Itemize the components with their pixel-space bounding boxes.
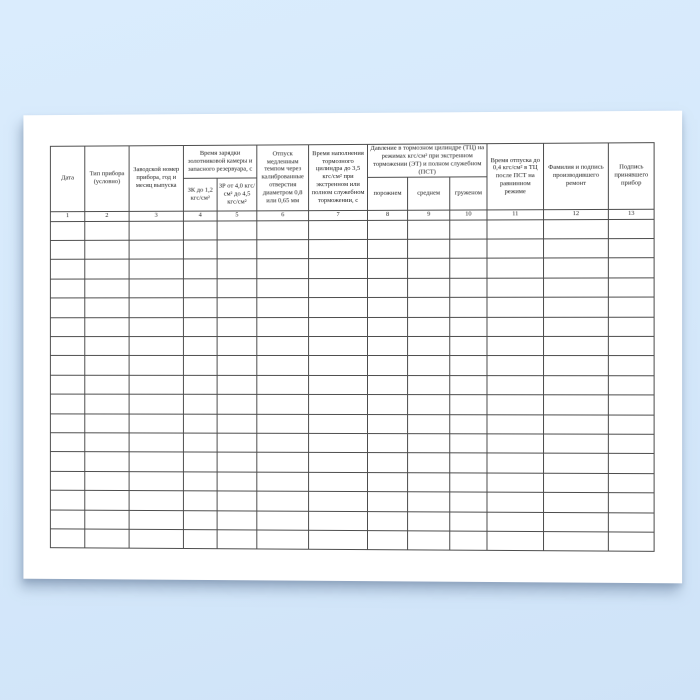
empty-cell	[450, 492, 487, 512]
empty-cell	[183, 356, 217, 375]
empty-cell	[257, 511, 309, 531]
table-row	[50, 219, 654, 241]
table-row	[50, 239, 654, 260]
empty-cell	[257, 414, 309, 433]
table-row	[50, 317, 654, 337]
empty-cell	[309, 259, 368, 279]
empty-cell	[183, 337, 217, 356]
empty-cell	[368, 278, 408, 297]
empty-cell	[129, 221, 183, 240]
empty-cell	[608, 376, 654, 396]
empty-cell	[368, 453, 408, 473]
empty-cell	[309, 240, 368, 260]
empty-cell	[309, 414, 368, 434]
empty-cell	[183, 221, 217, 240]
column-number: 4	[183, 211, 217, 221]
empty-cell	[85, 471, 129, 490]
column-number: 8	[368, 210, 408, 220]
empty-cell	[368, 337, 408, 356]
table-row	[50, 375, 654, 395]
col-header-slow-release: Отпуск медленным темпом через калиброванные отверстия диаметром 0,8 или 0,65 мм	[257, 145, 309, 211]
empty-cell	[217, 414, 257, 433]
empty-cell	[544, 356, 609, 376]
empty-cell	[487, 512, 544, 532]
empty-cell	[608, 434, 654, 454]
empty-cell	[50, 394, 84, 413]
empty-cell	[217, 510, 257, 530]
empty-cell	[85, 433, 129, 452]
empty-cell	[85, 356, 129, 375]
empty-cell	[309, 317, 368, 336]
empty-cell	[309, 278, 368, 297]
empty-cell	[608, 395, 654, 415]
empty-cell	[183, 259, 217, 278]
empty-cell	[217, 240, 257, 259]
empty-cell	[487, 336, 544, 356]
empty-cell	[368, 220, 408, 240]
empty-cell	[544, 219, 609, 239]
empty-cell	[85, 510, 129, 529]
empty-cell	[257, 375, 309, 394]
empty-cell	[608, 336, 654, 356]
empty-cell	[217, 491, 257, 511]
empty-cell	[183, 491, 217, 510]
empty-cell	[217, 298, 257, 317]
empty-cell	[217, 337, 257, 356]
empty-cell	[257, 491, 309, 511]
empty-cell	[368, 239, 408, 259]
empty-cell	[608, 512, 654, 532]
empty-cell	[408, 375, 450, 394]
empty-cell	[408, 511, 450, 531]
empty-cell	[544, 512, 609, 532]
empty-cell	[129, 356, 183, 375]
empty-cell	[408, 531, 450, 551]
empty-cell	[257, 259, 309, 278]
column-number: 6	[257, 210, 309, 220]
empty-cell	[408, 239, 450, 259]
empty-cell	[608, 278, 654, 298]
empty-cell	[129, 529, 183, 549]
empty-cell	[450, 414, 487, 434]
table-row	[50, 278, 654, 298]
empty-cell	[544, 473, 609, 493]
group-header-cylinder-pressure: Давление в тормозном цилиндре (ТЦ) на режимах кгс/см² при экстренном торможении (ЭТ) и полном служебном (ПСТ)	[368, 144, 487, 177]
empty-rows	[50, 219, 654, 552]
empty-cell	[217, 356, 257, 375]
empty-cell	[129, 317, 183, 336]
empty-cell	[217, 279, 257, 298]
empty-cell	[544, 434, 609, 454]
empty-cell	[85, 375, 129, 394]
empty-cell	[608, 454, 654, 474]
empty-cell	[544, 414, 609, 434]
empty-cell	[544, 239, 609, 259]
empty-cell	[487, 356, 544, 376]
empty-cell	[408, 317, 450, 336]
empty-cell	[450, 278, 487, 298]
empty-cell	[257, 240, 309, 260]
empty-cell	[50, 413, 84, 432]
empty-cell	[487, 258, 544, 278]
col-header-date: Дата	[50, 146, 84, 211]
empty-cell	[309, 472, 368, 492]
empty-cell	[450, 473, 487, 493]
empty-cell	[309, 356, 368, 375]
empty-cell	[408, 220, 450, 240]
col-header-zk: ЗК до 1,2 кгс/см²	[183, 178, 217, 211]
empty-cell	[50, 375, 84, 394]
empty-cell	[450, 512, 487, 532]
empty-cell	[608, 219, 654, 239]
empty-cell	[217, 433, 257, 452]
empty-cell	[450, 531, 487, 551]
brake-device-log-table	[50, 142, 655, 552]
empty-cell	[544, 375, 609, 395]
empty-cell	[129, 414, 183, 433]
empty-cell	[85, 279, 129, 298]
empty-cell	[85, 394, 129, 413]
empty-cell	[183, 433, 217, 452]
col-header-medium-mode: среднем	[408, 177, 450, 210]
empty-cell	[309, 453, 368, 473]
empty-cell	[257, 530, 309, 550]
empty-cell	[309, 395, 368, 414]
empty-cell	[450, 453, 487, 473]
empty-cell	[85, 298, 129, 317]
empty-cell	[50, 279, 84, 298]
empty-cell	[50, 471, 84, 490]
empty-cell	[217, 472, 257, 491]
table-row	[50, 452, 654, 473]
empty-cell	[257, 317, 309, 336]
empty-cell	[608, 317, 654, 337]
empty-cell	[408, 395, 450, 415]
table-row	[50, 356, 654, 376]
empty-cell	[183, 298, 217, 317]
empty-cell	[85, 491, 129, 510]
col-header-fill-time: Время наполнения тормозного цилиндра до 3,5 кгс/см² при экстренном или полном служебном торможении, с	[309, 144, 368, 210]
empty-cell	[487, 434, 544, 454]
empty-cell	[217, 395, 257, 414]
empty-cell	[50, 221, 84, 240]
empty-cell	[408, 336, 450, 355]
empty-cell	[50, 260, 84, 279]
table-row	[50, 336, 654, 356]
empty-cell	[408, 356, 450, 375]
empty-cell	[183, 375, 217, 394]
empty-cell	[257, 278, 309, 297]
empty-cell	[544, 258, 609, 278]
empty-cell	[50, 240, 84, 259]
table-row	[50, 529, 654, 552]
column-number: 5	[217, 211, 257, 221]
empty-cell	[368, 375, 408, 394]
empty-cell	[309, 220, 368, 240]
empty-cell	[85, 452, 129, 471]
empty-cell	[217, 452, 257, 471]
empty-cell	[257, 395, 309, 414]
empty-cell	[487, 531, 544, 551]
empty-cell	[183, 279, 217, 298]
column-number: 1	[50, 211, 84, 221]
empty-cell	[368, 531, 408, 551]
empty-cell	[85, 337, 129, 356]
empty-cell	[544, 395, 609, 415]
empty-cell	[450, 375, 487, 395]
empty-cell	[309, 433, 368, 453]
empty-cell	[368, 434, 408, 454]
empty-cell	[129, 394, 183, 413]
empty-cell	[450, 395, 487, 415]
empty-cell	[487, 492, 544, 512]
empty-cell	[85, 317, 129, 336]
empty-cell	[50, 452, 84, 471]
empty-cell	[487, 414, 544, 434]
table-row	[50, 433, 654, 454]
empty-cell	[487, 297, 544, 317]
column-number: 10	[450, 210, 487, 220]
column-number: 9	[408, 210, 450, 220]
empty-cell	[309, 530, 368, 550]
col-header-acceptor-signature: Подпись принявшего прибор	[608, 143, 654, 209]
empty-cell	[309, 491, 368, 511]
empty-cell	[487, 278, 544, 298]
empty-cell	[50, 298, 84, 317]
empty-cell	[608, 239, 654, 259]
empty-cell	[544, 317, 609, 337]
col-header-serial-number: Заводской номер прибора, год и месяц выпуска	[129, 146, 183, 212]
empty-cell	[368, 492, 408, 512]
empty-cell	[544, 493, 609, 513]
table-row	[50, 258, 654, 279]
empty-cell	[257, 356, 309, 375]
empty-cell	[129, 491, 183, 511]
empty-cell	[408, 259, 450, 279]
empty-cell	[129, 337, 183, 356]
empty-cell	[183, 510, 217, 529]
empty-cell	[217, 259, 257, 278]
group-header-charging-time: Время зарядки золотниковой камеры и запасного резервуара, с	[183, 145, 256, 178]
empty-cell	[408, 434, 450, 454]
empty-cell	[50, 317, 84, 336]
empty-cell	[408, 492, 450, 512]
empty-cell	[487, 395, 544, 415]
empty-cell	[368, 511, 408, 531]
empty-cell	[217, 375, 257, 394]
empty-cell	[309, 375, 368, 394]
empty-cell	[408, 278, 450, 298]
empty-cell	[608, 532, 654, 552]
empty-cell	[608, 297, 654, 317]
empty-cell	[50, 337, 84, 356]
empty-cell	[257, 298, 309, 317]
empty-cell	[368, 259, 408, 279]
column-number: 11	[487, 209, 544, 219]
empty-cell	[129, 259, 183, 278]
empty-cell	[309, 337, 368, 356]
empty-cell	[183, 472, 217, 491]
empty-cell	[487, 453, 544, 473]
empty-cell	[487, 219, 544, 239]
empty-cell	[50, 510, 84, 529]
empty-cell	[183, 394, 217, 413]
document-sheet	[23, 111, 682, 584]
empty-cell	[368, 414, 408, 434]
empty-cell	[408, 298, 450, 317]
col-header-repairer-signature: Фамилия и подпись производившего ремонт	[544, 143, 609, 209]
empty-cell	[183, 530, 217, 549]
empty-cell	[487, 239, 544, 259]
empty-cell	[129, 298, 183, 317]
empty-cell	[217, 530, 257, 550]
empty-cell	[217, 221, 257, 240]
empty-cell	[183, 317, 217, 336]
column-number: 7	[309, 210, 368, 220]
empty-cell	[408, 414, 450, 434]
empty-cell	[257, 453, 309, 473]
empty-cell	[50, 490, 84, 509]
empty-cell	[85, 221, 129, 240]
col-header-empty-mode: порожнем	[368, 177, 408, 210]
table-row	[50, 297, 654, 317]
column-number: 12	[544, 209, 609, 219]
empty-cell	[450, 298, 487, 318]
col-header-release-time: Время отпуска до 0,4 кгс/см² в ТЦ после ПСТ на равнинном режиме	[487, 143, 544, 209]
empty-cell	[368, 472, 408, 492]
empty-cell	[408, 453, 450, 473]
empty-cell	[85, 529, 129, 549]
empty-cell	[450, 317, 487, 336]
empty-cell	[85, 414, 129, 433]
empty-cell	[408, 472, 450, 492]
empty-cell	[129, 240, 183, 259]
empty-cell	[85, 240, 129, 259]
empty-cell	[183, 240, 217, 259]
empty-cell	[129, 279, 183, 298]
empty-cell	[487, 375, 544, 395]
column-number: 3	[129, 211, 183, 221]
empty-cell	[544, 532, 609, 552]
empty-cell	[368, 395, 408, 414]
empty-cell	[368, 298, 408, 317]
empty-cell	[450, 356, 487, 375]
empty-cell	[257, 337, 309, 356]
column-number: 2	[85, 211, 129, 221]
empty-cell	[85, 260, 129, 279]
empty-cell	[544, 297, 609, 317]
col-header-device-type: Тип прибора (условно)	[85, 146, 129, 211]
empty-cell	[487, 317, 544, 337]
empty-cell	[309, 298, 368, 317]
header-row-groups	[50, 143, 654, 179]
col-header-zr: ЗР от 4,0 кгс/см² до 4,5 кгс/см²	[217, 178, 257, 211]
empty-cell	[129, 375, 183, 394]
table-row	[50, 394, 654, 414]
empty-cell	[309, 511, 368, 531]
empty-cell	[50, 356, 84, 375]
empty-cell	[608, 258, 654, 278]
empty-cell	[183, 414, 217, 433]
empty-cell	[450, 336, 487, 355]
empty-cell	[217, 317, 257, 336]
table-row	[50, 471, 654, 493]
empty-cell	[608, 493, 654, 513]
empty-cell	[50, 433, 84, 452]
empty-cell	[544, 453, 609, 473]
column-number: 13	[608, 209, 654, 219]
empty-cell	[183, 452, 217, 471]
empty-cell	[450, 259, 487, 279]
empty-cell	[129, 510, 183, 530]
empty-cell	[450, 239, 487, 259]
empty-cell	[450, 220, 487, 240]
empty-cell	[487, 473, 544, 493]
empty-cell	[129, 452, 183, 471]
empty-cell	[608, 356, 654, 376]
empty-cell	[608, 473, 654, 493]
empty-cell	[257, 433, 309, 453]
empty-cell	[544, 336, 609, 356]
empty-cell	[50, 529, 84, 548]
empty-cell	[544, 278, 609, 298]
empty-cell	[450, 434, 487, 454]
empty-cell	[608, 415, 654, 435]
empty-cell	[129, 471, 183, 490]
empty-cell	[257, 472, 309, 492]
col-header-loaded-mode: груженом	[450, 176, 487, 209]
table-row	[50, 413, 654, 434]
empty-cell	[129, 433, 183, 452]
empty-cell	[257, 220, 309, 240]
empty-cell	[368, 356, 408, 375]
empty-cell	[368, 317, 408, 336]
